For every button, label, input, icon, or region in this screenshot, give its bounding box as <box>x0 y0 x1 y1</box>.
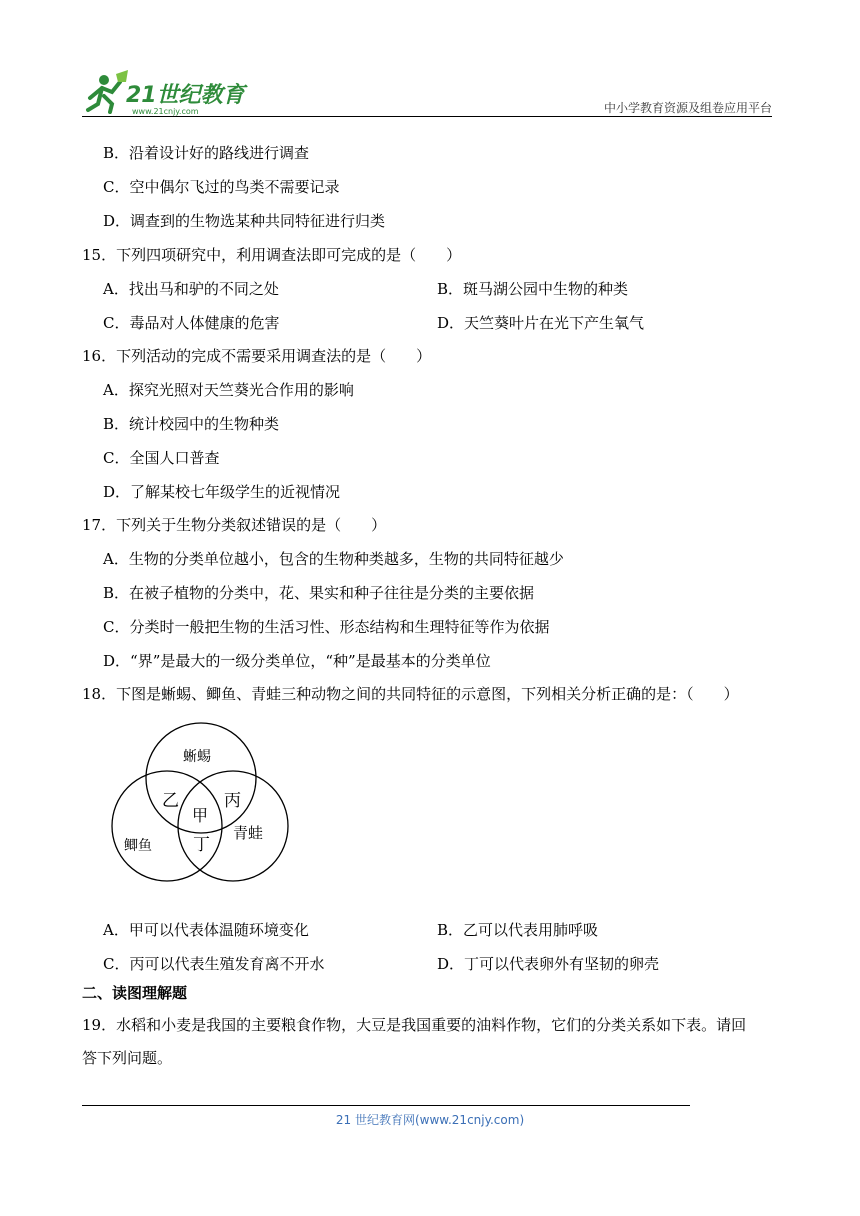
footer-divider <box>82 1105 690 1106</box>
q19-stem-line2: 答下列问题。 <box>82 1049 173 1067</box>
q15-stem: 15．下列四项研究中，利用调查法即可完成的是（ ） <box>82 246 462 264</box>
q15-option-c: C．毒品对人体健康的危害 <box>103 314 280 332</box>
venn-region-yi: 乙 <box>162 791 179 811</box>
section-title-2: 二、读图理解题 <box>82 984 188 1002</box>
venn-label-frog: 青蛙 <box>233 824 264 842</box>
svg-text:21世纪教育: 21世纪教育 <box>126 83 245 108</box>
venn-region-jia: 甲 <box>192 806 209 825</box>
q14-option-b: B．沿着设计好的路线进行调查 <box>103 144 310 162</box>
q15-option-a: A．找出马和驴的不同之处 <box>103 280 279 298</box>
q17-option-b: B．在被子植物的分类中，花、果实和种子往往是分类的主要依据 <box>103 584 535 602</box>
q18-stem: 18．下图是蜥蜴、鲫鱼、青蛙三种动物之间的共同特征的示意图，下列相关分析正确的是：（ ） <box>82 685 739 703</box>
footer-link[interactable]: 21 世纪教育网(www.21cnjy.com) <box>335 1113 525 1127</box>
venn-diagram <box>100 722 300 892</box>
venn-label-fish: 鲫鱼 <box>124 838 152 854</box>
q16-option-b: B．统计校园中的生物种类 <box>103 415 280 433</box>
q17-option-d: D．“界”是最大的一级分类单位，“种”是最基本的分类单位 <box>103 652 491 670</box>
q16-stem: 16．下列活动的完成不需要采用调查法的是（ ） <box>82 347 432 365</box>
q16-option-c: C．全国人口普查 <box>103 449 220 467</box>
q18-option-a: A．甲可以代表体温随环境变化 <box>103 921 309 939</box>
q17-stem: 17．下列关于生物分类叙述错误的是（ ） <box>82 516 387 534</box>
q19-stem-line1: 19．水稻和小麦是我国的主要粮食作物，大豆是我国重要的油料作物，它们的分类关系如下表。请回 <box>82 1016 747 1034</box>
header-platform-text: 中小学教育资源及组卷应用平台 <box>603 101 772 115</box>
q15-option-b: B．斑马湖公园中生物的种类 <box>437 280 629 298</box>
q15-option-d: D．天竺葵叶片在光下产生氧气 <box>437 314 645 332</box>
svg-text:www.21cnjy.com: www.21cnjy.com <box>132 107 199 116</box>
venn-region-bing: 丙 <box>224 791 241 811</box>
logo-runner-icon <box>82 68 252 118</box>
site-logo <box>82 68 252 118</box>
q16-option-a: A．探究光照对天竺葵光合作用的影响 <box>103 381 354 399</box>
header-divider <box>82 116 772 117</box>
q14-option-c: C．空中偶尔飞过的鸟类不需要记录 <box>103 178 340 196</box>
venn-region-ding: 丁 <box>193 835 210 855</box>
q14-option-d: D．调查到的生物选某种共同特征进行归类 <box>103 212 386 230</box>
q18-option-d: D．丁可以代表卵外有坚韧的卵壳 <box>437 955 660 973</box>
venn-label-lizard: 蜥蜴 <box>183 749 211 765</box>
q17-option-a: A．生物的分类单位越小，包含的生物种类越多，生物的共同特征越少 <box>103 550 564 568</box>
q16-option-d: D．了解某校七年级学生的近视情况 <box>103 483 341 501</box>
q17-option-c: C．分类时一般把生物的生活习性、形态结构和生理特征等作为依据 <box>103 618 550 636</box>
venn-circle-fish <box>112 771 222 881</box>
q18-option-c: C．丙可以代表生殖发育离不开水 <box>103 955 325 973</box>
q18-option-b: B．乙可以代表用肺呼吸 <box>437 921 599 939</box>
